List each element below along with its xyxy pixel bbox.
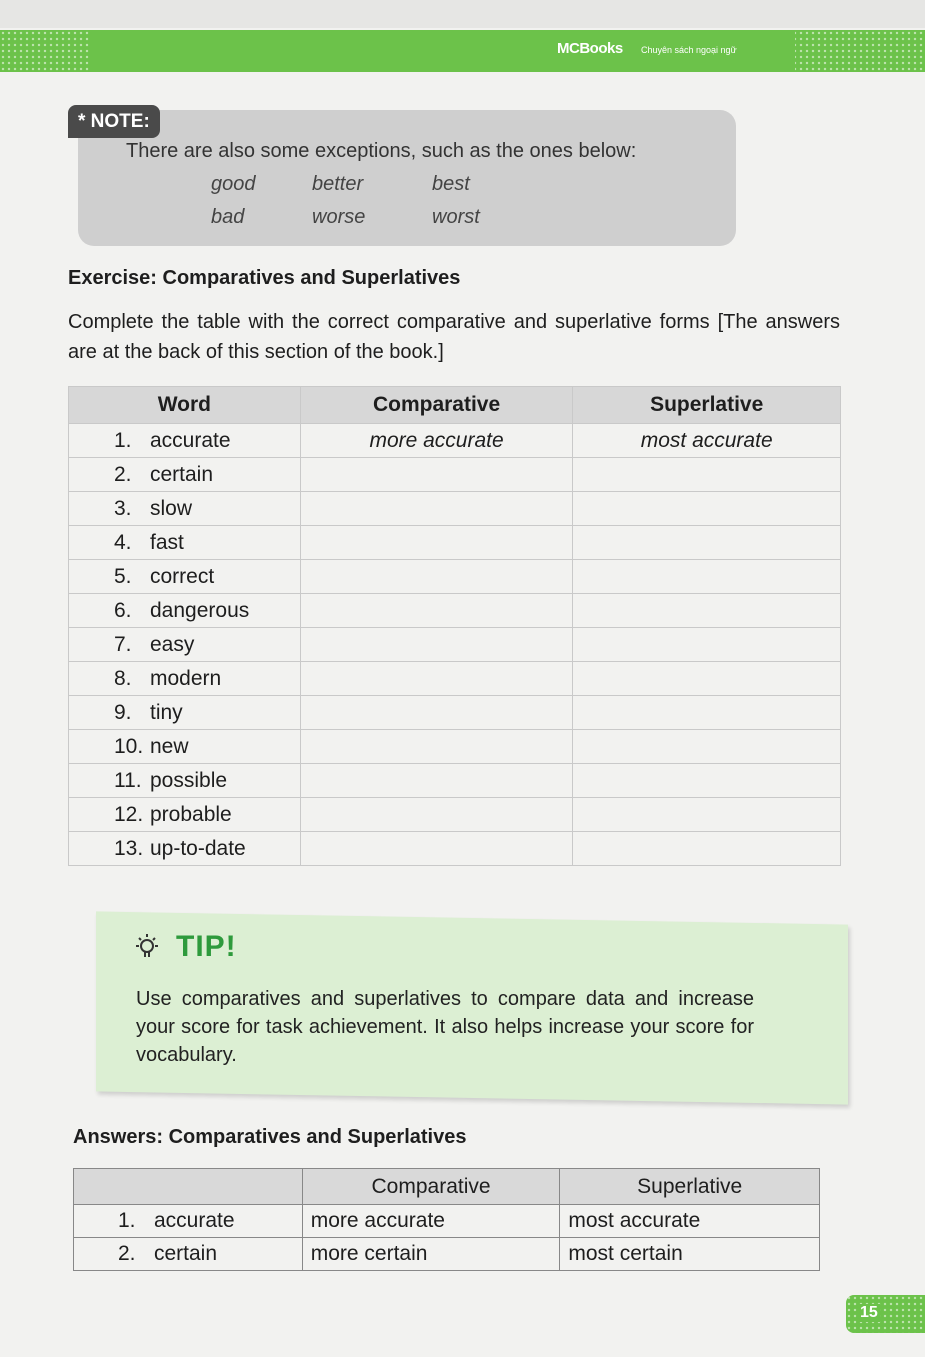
lightbulb-icon (134, 932, 160, 969)
superlative-cell (573, 832, 841, 866)
superlative-cell (573, 628, 841, 662)
word-text: certain (154, 1242, 218, 1265)
answers-table (73, 1168, 820, 1271)
comparative-cell (300, 730, 573, 764)
superlative-cell (573, 730, 841, 764)
exercise-title: Exercise: Comparatives and Superlatives (68, 267, 461, 289)
word-text: slow (150, 496, 193, 520)
comparative-cell (300, 764, 573, 798)
superlative-cell (573, 696, 841, 730)
superlative-cell (573, 526, 841, 560)
page-top-edge (0, 0, 925, 28)
comparative-cell (300, 662, 573, 696)
superlative-cell (573, 594, 841, 628)
word-cell (69, 594, 301, 628)
superlative-cell (573, 492, 841, 526)
row-number: 10. (114, 734, 144, 758)
table-row (69, 730, 841, 764)
comparative-cell (300, 492, 573, 526)
note-word: good (211, 173, 256, 195)
comparative-cell (300, 560, 573, 594)
comparative-cell: more certain (302, 1238, 560, 1271)
note-box (78, 110, 736, 246)
table-row (74, 1238, 820, 1271)
superlative-cell (573, 458, 841, 492)
answers-table-header (74, 1169, 820, 1205)
header-word: Word (69, 387, 301, 424)
word-cell (69, 560, 301, 594)
word-cell (69, 492, 301, 526)
header-band (0, 30, 925, 72)
answers-header-word (74, 1169, 303, 1205)
tip-title: TIP! (176, 930, 237, 963)
word-text: correct (150, 564, 215, 588)
superlative-cell: most accurate (573, 424, 841, 458)
note-text: There are also some exceptions, such as the ones below: (126, 140, 637, 162)
note-label: * NOTE: (68, 105, 160, 138)
exercise-table-header (69, 387, 841, 424)
superlative-cell (573, 560, 841, 594)
word-cell (69, 662, 301, 696)
header-superlative: Superlative (573, 387, 841, 424)
table-row (74, 1205, 820, 1238)
row-number: 3. (114, 496, 132, 520)
word-text: accurate (154, 1209, 235, 1232)
page-number: 15 (860, 1304, 878, 1321)
table-row (69, 798, 841, 832)
note-word: bad (211, 206, 245, 228)
row-number: 2. (118, 1242, 136, 1265)
row-number: 1. (114, 428, 132, 452)
tip-text: Use comparatives and superlatives to compare data and increase your score for task achievement. It also helps increase your score for vocabulary. (136, 988, 754, 1066)
word-text: new (150, 734, 189, 758)
word-text: modern (150, 666, 222, 690)
word-cell (69, 832, 301, 866)
note-word: worst (432, 206, 480, 228)
table-row (69, 662, 841, 696)
comparative-cell: more accurate (302, 1205, 560, 1238)
answers-header-comparative: Comparative (302, 1169, 560, 1205)
word-cell (69, 526, 301, 560)
word-text: up-to-date (150, 836, 246, 860)
comparative-cell (300, 628, 573, 662)
answers-header-superlative: Superlative (560, 1169, 820, 1205)
exercise-instructions: Complete the table with the correct comparative and superlative forms [The answers are at the back of this section of the book.] (68, 311, 840, 363)
word-cell (69, 628, 301, 662)
table-row (69, 764, 841, 798)
page-number-tab (846, 1295, 925, 1333)
table-row (69, 628, 841, 662)
word-text: accurate (150, 428, 231, 452)
table-row (69, 560, 841, 594)
superlative-cell: most certain (560, 1238, 820, 1271)
word-text: possible (150, 768, 228, 792)
row-number: 1. (118, 1209, 136, 1232)
superlative-cell (573, 662, 841, 696)
table-row (69, 492, 841, 526)
table-row (69, 526, 841, 560)
word-text: tiny (150, 700, 183, 724)
row-number: 8. (114, 666, 132, 690)
brand-tagline: Chuyên sách ngoại ngữ (641, 45, 737, 55)
word-text: certain (150, 462, 214, 486)
superlative-cell (573, 798, 841, 832)
row-number: 6. (114, 598, 132, 622)
word-text: dangerous (150, 598, 250, 622)
comparative-cell: more accurate (300, 424, 573, 458)
word-text: easy (150, 632, 195, 656)
note-word: best (432, 173, 470, 195)
row-number: 7. (114, 632, 132, 656)
brand-logo: MCBooks (557, 40, 623, 57)
answers-title: Answers: Comparatives and Superlatives (73, 1126, 467, 1148)
comparative-cell (300, 526, 573, 560)
word-cell (74, 1205, 303, 1238)
table-row (69, 832, 841, 866)
note-word: worse (312, 206, 366, 228)
note-word: better (312, 173, 364, 195)
row-number: 9. (114, 700, 132, 724)
table-row (69, 696, 841, 730)
word-text: probable (150, 802, 232, 826)
word-cell (69, 458, 301, 492)
word-cell (69, 798, 301, 832)
row-number: 5. (114, 564, 132, 588)
table-row (69, 424, 841, 458)
comparative-cell (300, 458, 573, 492)
word-cell (74, 1238, 303, 1271)
superlative-cell (573, 764, 841, 798)
row-number: 4. (114, 530, 132, 554)
row-number: 11. (114, 768, 142, 792)
table-row (69, 594, 841, 628)
word-text: fast (150, 530, 184, 554)
row-number: 12. (114, 802, 144, 826)
word-cell (69, 424, 301, 458)
table-row (69, 458, 841, 492)
word-cell (69, 696, 301, 730)
word-cell (69, 730, 301, 764)
comparative-cell (300, 798, 573, 832)
exercise-table (68, 386, 841, 866)
row-number: 13. (114, 836, 144, 860)
comparative-cell (300, 594, 573, 628)
word-cell (69, 764, 301, 798)
comparative-cell (300, 696, 573, 730)
superlative-cell: most accurate (560, 1205, 820, 1238)
row-number: 2. (114, 462, 132, 486)
comparative-cell (300, 832, 573, 866)
header-comparative: Comparative (300, 387, 573, 424)
